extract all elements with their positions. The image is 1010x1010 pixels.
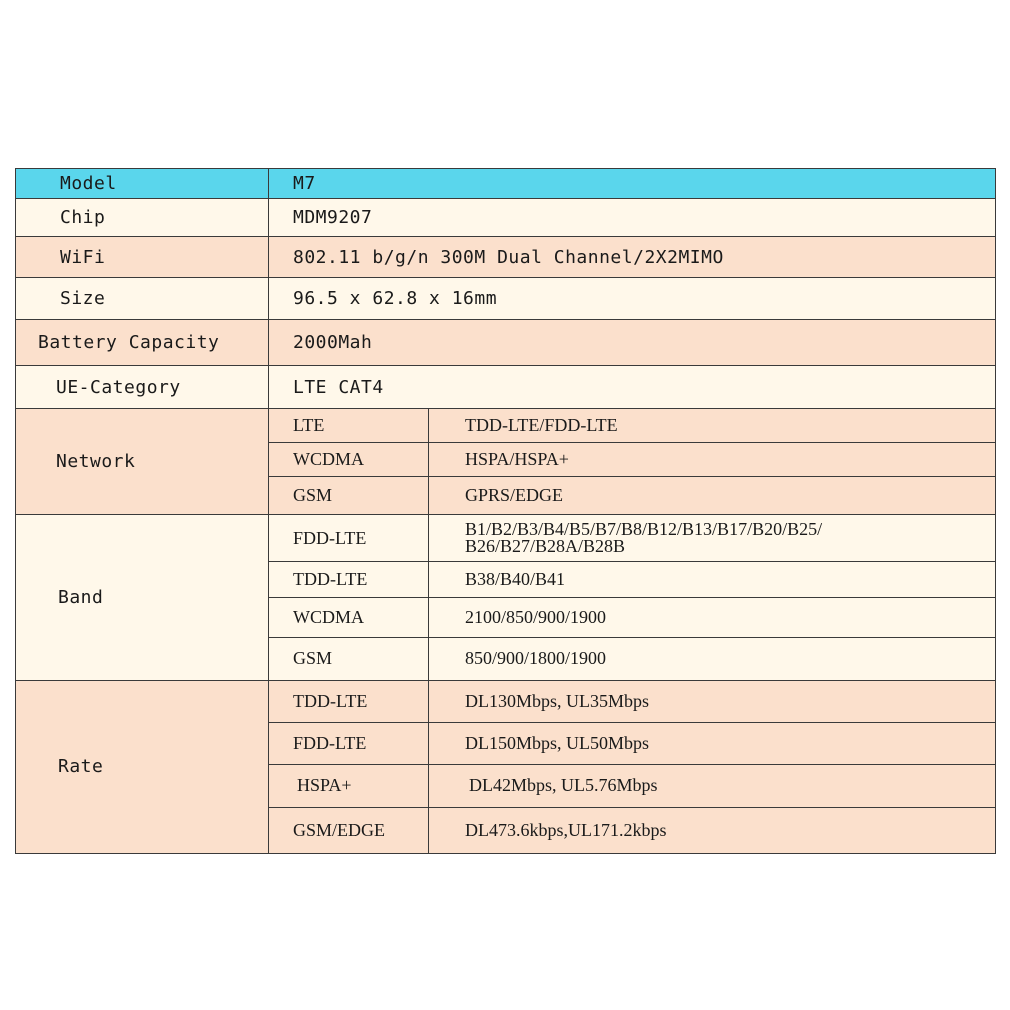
label-network: Network [16, 408, 269, 515]
label-band: Band [16, 515, 269, 680]
row-size [16, 277, 996, 319]
rate-type: TDD-LTE [269, 680, 429, 722]
label-chip: Chip [16, 199, 269, 237]
rate-value: DL473.6kbps,UL171.2kbps [429, 807, 996, 854]
rate-type: GSM/EDGE [269, 807, 429, 854]
value-ue-category: LTE CAT4 [269, 366, 996, 408]
network-value: TDD-LTE/FDD-LTE [429, 408, 996, 442]
rate-value: DL130Mbps, UL35Mbps [429, 680, 996, 722]
network-value: GPRS/EDGE [429, 477, 996, 515]
band-value: 850/900/1800/1900 [429, 638, 996, 680]
band-type: TDD-LTE [269, 561, 429, 597]
row-network-lte [16, 408, 996, 442]
row-chip [16, 199, 996, 237]
value-battery: 2000Mah [269, 320, 996, 366]
row-battery [16, 320, 996, 366]
rate-value: DL150Mbps, UL50Mbps [429, 722, 996, 764]
band-type: GSM [269, 638, 429, 680]
label-battery: Battery Capacity [16, 320, 269, 366]
value-model: M7 [269, 169, 996, 199]
label-rate: Rate [16, 680, 269, 853]
network-type: GSM [269, 477, 429, 515]
spec-table [15, 168, 996, 854]
rate-type: HSPA+ [269, 765, 429, 807]
row-band-fdd-lte [16, 515, 996, 561]
band-type: FDD-LTE [269, 515, 429, 561]
row-ue-category [16, 366, 996, 408]
label-ue-category: UE-Category [16, 366, 269, 408]
label-wifi: WiFi [16, 237, 269, 277]
band-value: B38/B40/B41 [429, 561, 996, 597]
value-chip: MDM9207 [269, 199, 996, 237]
value-wifi: 802.11 b/g/n 300M Dual Channel/2X2MIMO [269, 237, 996, 277]
row-rate-tdd-lte [16, 680, 996, 722]
value-size: 96.5 x 62.8 x 16mm [269, 277, 996, 319]
row-wifi [16, 237, 996, 277]
label-model: Model [16, 169, 269, 199]
network-type: LTE [269, 408, 429, 442]
label-size: Size [16, 277, 269, 319]
band-type: WCDMA [269, 598, 429, 638]
row-model [16, 169, 996, 199]
band-value-line1: B1/B2/B3/B4/B5/B7/B8/B12/B13/B17/B20/B25/ [465, 519, 823, 540]
network-type: WCDMA [269, 442, 429, 476]
band-value [429, 515, 996, 561]
band-value: 2100/850/900/1900 [429, 598, 996, 638]
rate-value: DL42Mbps, UL5.76Mbps [429, 765, 996, 807]
rate-type: FDD-LTE [269, 722, 429, 764]
band-value-line2: B26/B27/B28A/B28B [465, 536, 626, 557]
network-value: HSPA/HSPA+ [429, 442, 996, 476]
